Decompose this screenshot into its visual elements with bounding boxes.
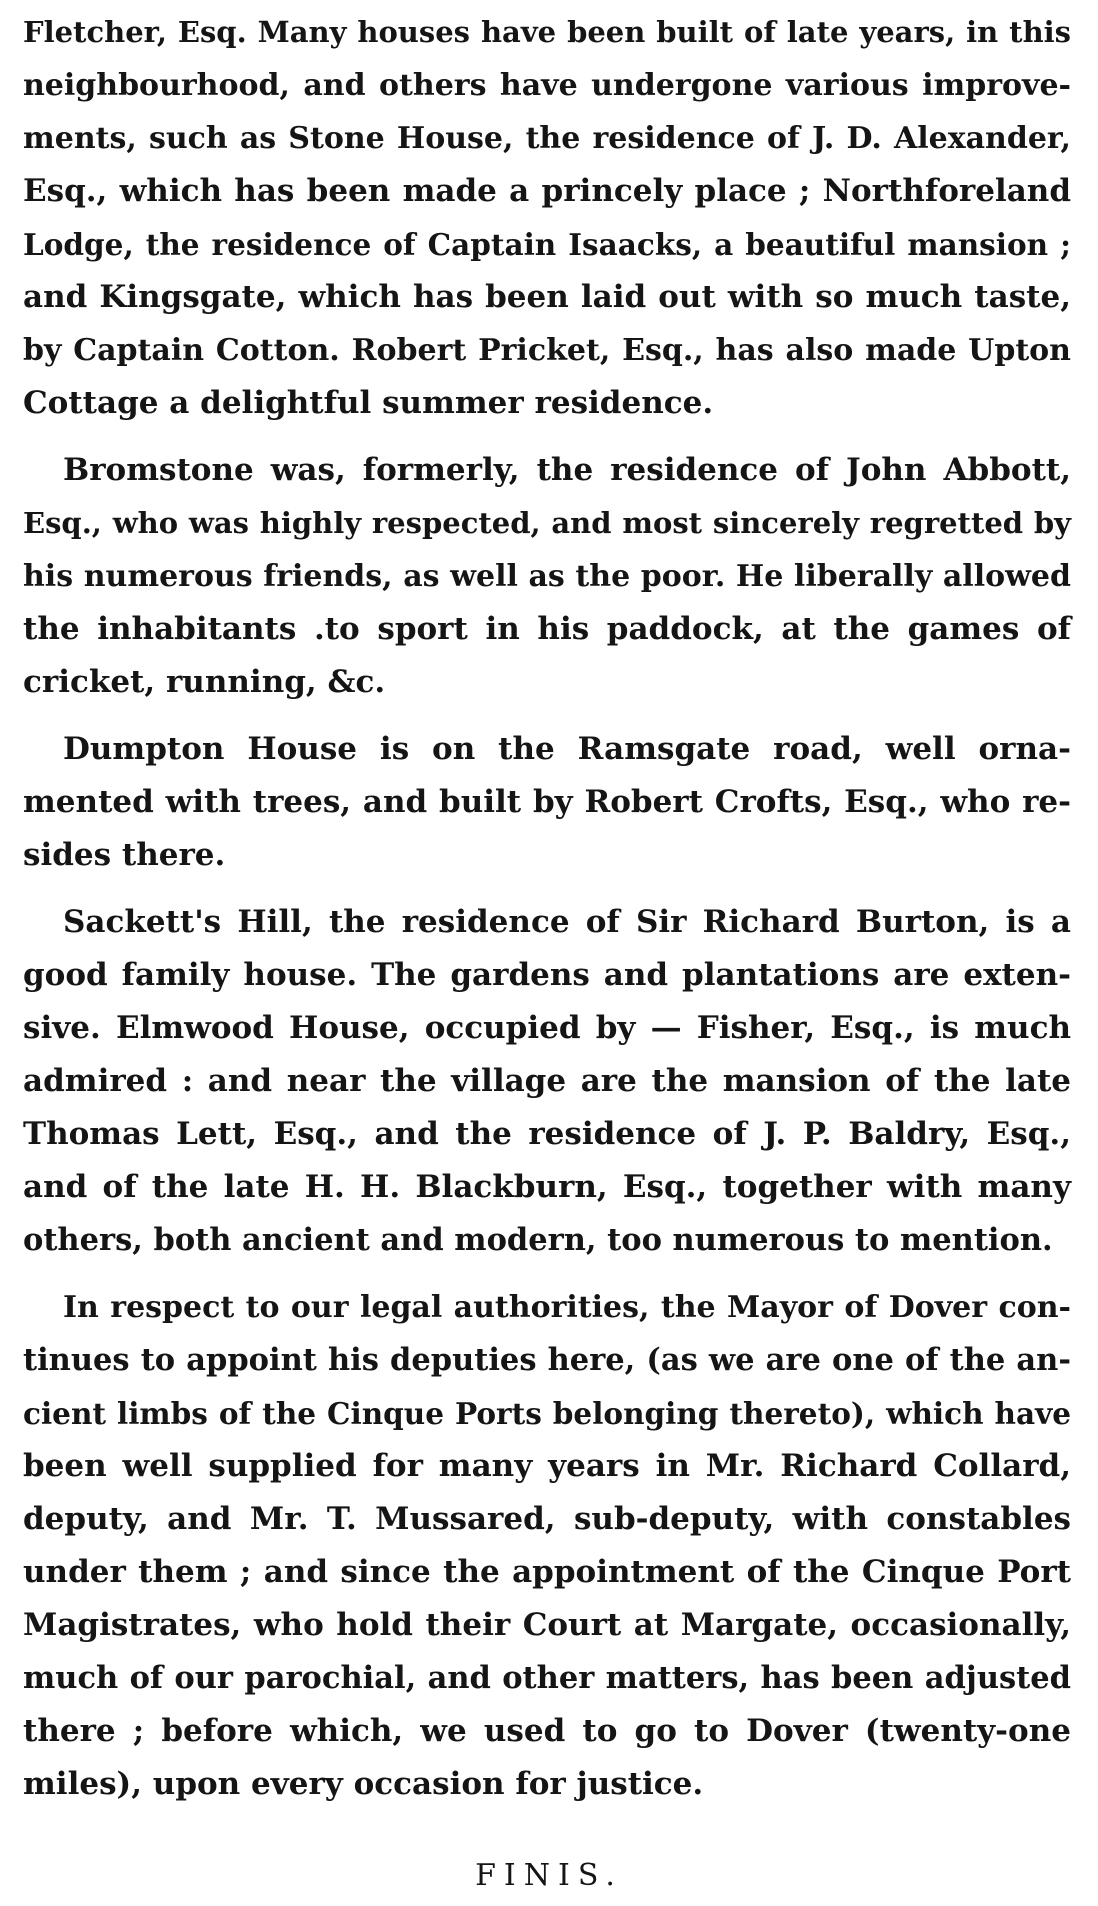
text-line: Dumpton House is on the Ramsgate road, well orna- — [63, 731, 1071, 767]
text-line: the inhabitants .to sport in his paddock, at the games of — [23, 611, 1071, 647]
text-line: Esq., who was highly respected, and most sincerely regretted by — [23, 506, 1071, 540]
text-line: and of the late H. H. Blackburn, Esq., together with many — [23, 1169, 1071, 1205]
paragraph — [23, 896, 1071, 1267]
text-line: Bromstone was, formerly, the residence of John Abbott, — [63, 452, 1071, 488]
text-line: Sackett's Hill, the residence of Sir Richard Burton, is a — [63, 904, 1071, 940]
text-line: Lodge, the residence of Captain Isaacks, a beautiful mansion ; — [23, 227, 1071, 262]
paragraph — [23, 6, 1071, 430]
text-column — [23, 6, 1071, 1811]
text-line: deputy, and Mr. T. Mussared, sub-deputy, with constables — [23, 1501, 1071, 1537]
text-line: tinues to appoint his deputies here, (as we are one of the an- — [23, 1342, 1071, 1378]
text-line: been well supplied for many years in Mr. Richard Collard, — [23, 1448, 1071, 1484]
text-line: under them ; and since the appointment of the Cinque Port — [23, 1554, 1071, 1590]
text-line: others, both ancient and modern, too numerous to mention. — [23, 1222, 1053, 1258]
text-line: by Captain Cotton. Robert Pricket, Esq., has also made Upton — [23, 333, 1071, 368]
finis-heading: FINIS. — [475, 1858, 623, 1893]
text-line: miles), upon every occasion for justice. — [23, 1766, 704, 1802]
text-line: ments, such as Stone House, the residence of J. D. Alexander, — [23, 121, 1071, 156]
text-line: and Kingsgate, which has been laid out with so much taste, — [23, 279, 1071, 315]
text-line: admired : and near the village are the mansion of the late — [23, 1063, 1071, 1099]
text-line: much of our parochial, and other matters, has been adjusted — [23, 1660, 1071, 1696]
text-line: mented with trees, and built by Robert Crofts, Esq., who re- — [23, 784, 1071, 820]
text-line: cricket, running, &c. — [23, 664, 386, 700]
paragraph-gap — [23, 882, 1071, 896]
text-line: Cottage a delightful summer residence. — [23, 385, 714, 421]
text-line: good family house. The gardens and plantations are exten- — [23, 957, 1071, 993]
paragraph-gap — [23, 709, 1071, 723]
text-line: Esq., which has been made a princely place ; Northforeland — [23, 173, 1071, 209]
text-line: Fletcher, Esq. Many houses have been built of late years, in this — [23, 15, 1071, 49]
paragraph — [23, 1281, 1071, 1811]
text-line: his numerous friends, as well as the poor. He liberally allowed — [23, 559, 1071, 594]
text-line: sides there. — [23, 837, 226, 873]
text-line: sive. Elmwood House, occupied by — Fisher, Esq., is much — [23, 1010, 1071, 1046]
text-line: Magistrates, who hold their Court at Margate, occasionally, — [23, 1607, 1071, 1643]
text-line: there ; before which, we used to go to Dover (twenty-one — [23, 1713, 1071, 1749]
paragraph-gap — [23, 1267, 1071, 1281]
text-line: neighbourhood, and others have undergone various improve- — [23, 68, 1071, 103]
text-line: Thomas Lett, Esq., and the residence of J. P. Baldry, Esq., — [23, 1116, 1071, 1152]
paragraph — [23, 444, 1071, 709]
paragraph — [23, 723, 1071, 882]
text-line: cient limbs of the Cinque Ports belonging thereto), which have — [23, 1396, 1071, 1431]
text-line: In respect to our legal authorities, the Mayor of Dover con- — [63, 1290, 1071, 1325]
paragraph-gap — [23, 430, 1071, 444]
